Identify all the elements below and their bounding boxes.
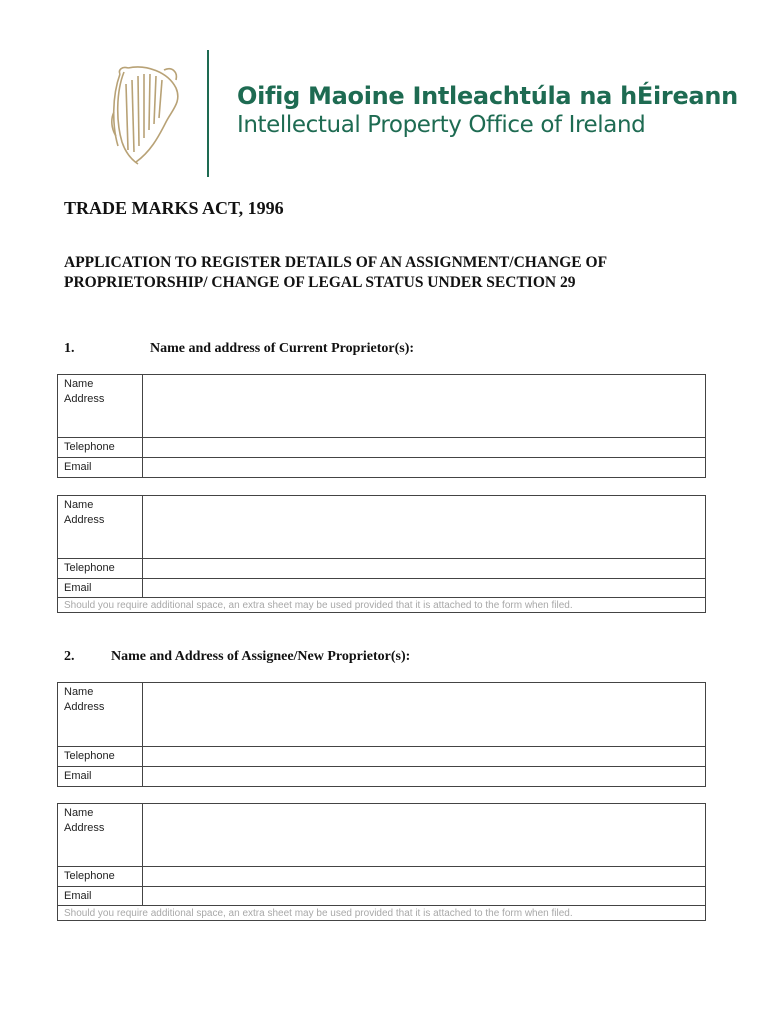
application-title: APPLICATION TO REGISTER DETAILS OF AN ASSIGNMENT/CHANGE OF PROPRIETORSHIP/ CHANGE OF LEGAL STATUS UNDER SECTION 29 <box>64 254 607 291</box>
address-label: Address <box>64 514 105 526</box>
current-proprietor-2-block <box>57 495 706 613</box>
name-address-field[interactable] <box>143 683 705 746</box>
address-label: Address <box>64 822 105 834</box>
email-field[interactable] <box>143 887 705 905</box>
email-label: Email <box>58 458 143 477</box>
current-proprietor-1-block <box>57 374 706 478</box>
email-field[interactable] <box>143 458 705 477</box>
letterhead <box>0 0 770 190</box>
additional-space-note: Should you require additional space, an extra sheet may be used provided that it is attached to the form when filed. <box>64 908 573 919</box>
email-label: Email <box>58 767 143 786</box>
email-label: Email <box>58 579 143 597</box>
name-label: Name <box>64 807 94 819</box>
telephone-label: Telephone <box>58 867 143 886</box>
header-divider <box>207 50 209 177</box>
section-2-number: 2. <box>64 649 75 664</box>
telephone-label: Telephone <box>58 559 143 578</box>
name-label: Name <box>64 499 94 511</box>
section-1-number: 1. <box>64 341 75 356</box>
name-address-field[interactable] <box>143 496 705 558</box>
telephone-field[interactable] <box>143 559 705 578</box>
email-label: Email <box>58 887 143 905</box>
new-proprietor-1-block <box>57 682 706 787</box>
email-field[interactable] <box>143 767 705 786</box>
telephone-field[interactable] <box>143 867 705 886</box>
additional-space-note: Should you require additional space, an extra sheet may be used provided that it is attached to the form when filed. <box>64 600 573 611</box>
new-proprietor-2-block <box>57 803 706 921</box>
telephone-label: Telephone <box>58 438 143 457</box>
office-name-english: Intellectual Property Office of Ireland <box>237 112 646 138</box>
telephone-field[interactable] <box>143 438 705 457</box>
section-2-title: Name and Address of Assignee/New Proprietor(s): <box>111 649 411 664</box>
email-field[interactable] <box>143 579 705 597</box>
address-label: Address <box>64 393 105 405</box>
telephone-field[interactable] <box>143 747 705 766</box>
name-label: Name <box>64 378 94 390</box>
harp-emblem-icon <box>106 62 186 168</box>
address-label: Address <box>64 701 105 713</box>
office-name-irish: Oifig Maoine Intleachtúla na hÉireann <box>237 82 738 110</box>
name-address-field[interactable] <box>143 804 705 866</box>
act-title: TRADE MARKS ACT, 1996 <box>64 198 284 218</box>
section-1-title: Name and address of Current Proprietor(s): <box>150 341 415 356</box>
name-label: Name <box>64 686 94 698</box>
telephone-label: Telephone <box>58 747 143 766</box>
name-address-field[interactable] <box>143 375 705 437</box>
